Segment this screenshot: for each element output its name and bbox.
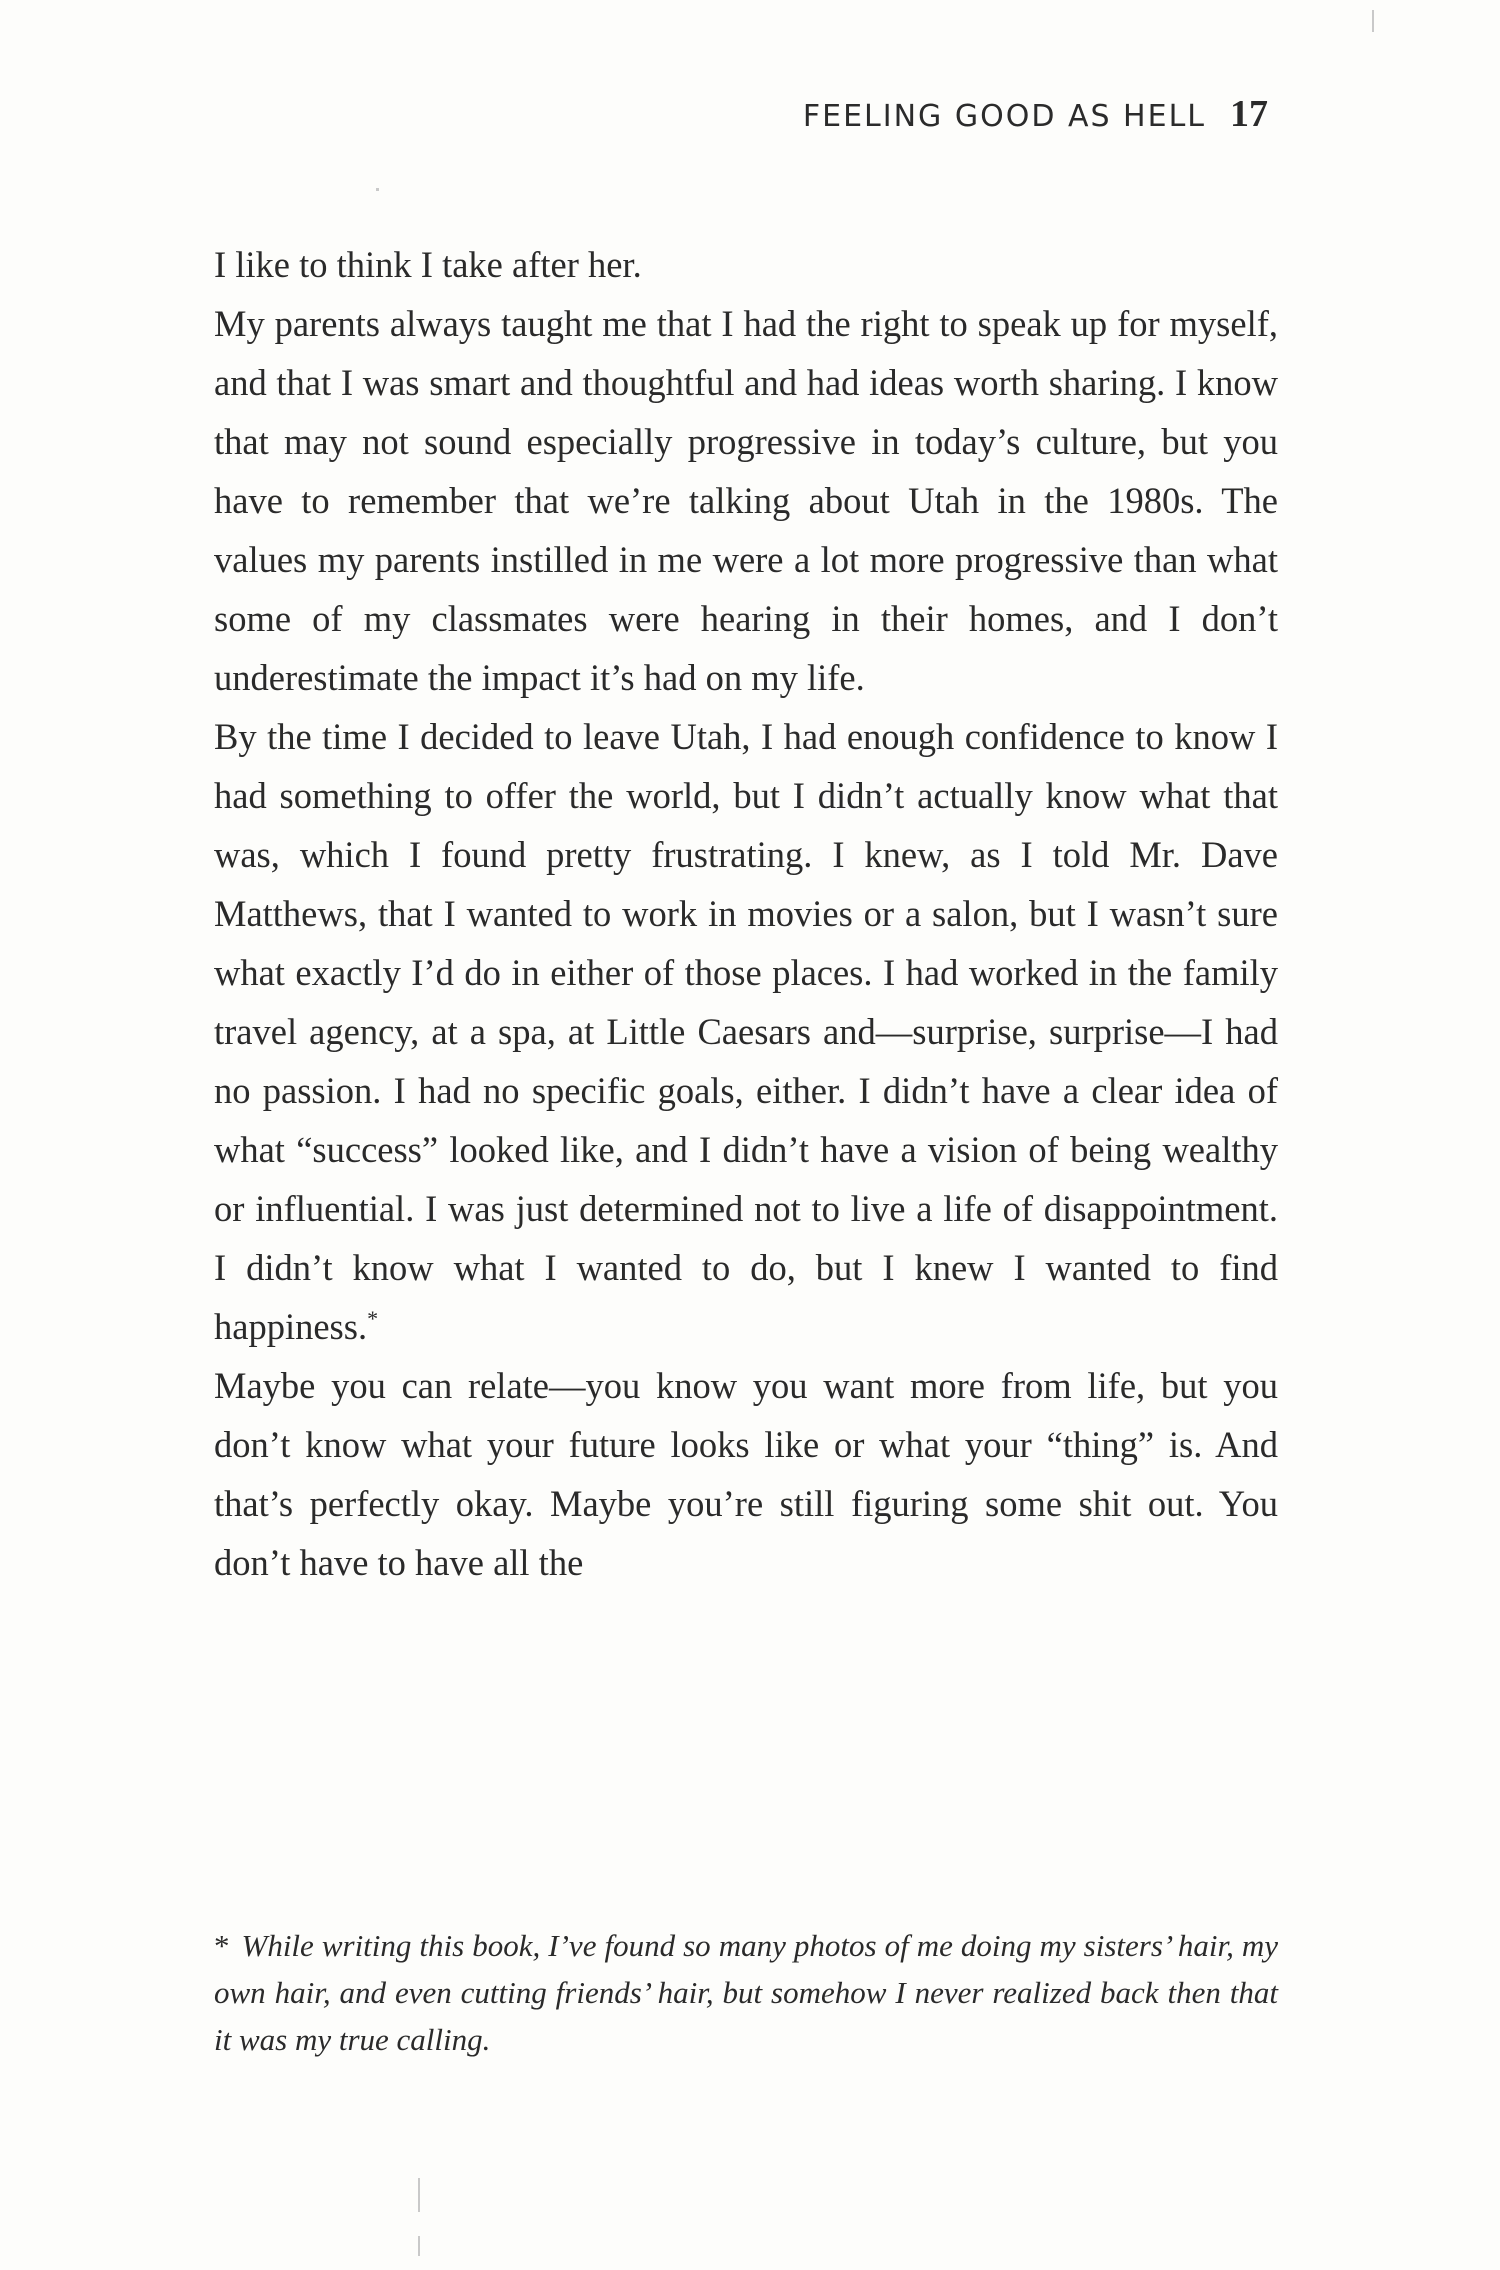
running-head (803, 92, 1268, 136)
footnote-reference[interactable]: * (367, 1305, 379, 1331)
paragraph-1: I like to think I take after her. (214, 244, 642, 285)
paragraph-3-text: By the time I decided to leave Utah, I had enough confidence to know I had something to offer the world, but I didn’t actually know what that was, which I found pretty frustrating. I knew, as I told Mr. Dave Matthews, that I wanted to work in movies or a salon, but I wasn’t sure what exactly I’d do in either of those places. I had worked in the family travel agency, at a spa, at Little Caesars and—surprise, surprise—I had no passion. I had no specific goals, either. I didn’t have a clear idea of what “success” looked like, and I didn’t have a vision of being wealthy or influential. I was just determined not to live a life of disappointment. I didn’t know what I wanted to do, but I knew I wanted to find happiness. (214, 716, 1278, 1347)
scan-speck (1372, 10, 1374, 32)
footnote-text: While writing this book, I’ve found so many photos of me doing my sisters’ hair, my own hair, and even cutting friends’ hair, but somehow I never realized back then that it was my true calling. (214, 1928, 1278, 2057)
running-title: FEELING GOOD AS HELL (802, 99, 1206, 134)
paragraph-2: My parents always taught me that I had the right to speak up for myself, and that I was smart and thoughtful and had ideas worth sharing. I know that may not sound especially progressive in today’s culture, but you have to remember that we’re talking about Utah in the 1980s. The values my parents instilled in me were a lot more progressive than what some of my classmates were hearing in their homes, and I don’t underestimate the impact it’s had on my life. (214, 303, 1278, 698)
body-text (214, 235, 1278, 1592)
scan-speck (418, 2236, 420, 2256)
paragraph-4: Maybe you can relate—you know you want more from life, but you don’t know what your future looks like or what your “thing” is. And that’s perfectly okay. Maybe you’re still figuring some shit out. You don’t have to have all the (214, 1365, 1278, 1583)
footnote (214, 1922, 1278, 2063)
page-number: 17 (1230, 93, 1268, 135)
scan-speck (376, 188, 379, 191)
paragraph-3 (214, 707, 1278, 1356)
scan-speck (418, 2178, 420, 2212)
footnote-marker: * (214, 1928, 230, 1963)
